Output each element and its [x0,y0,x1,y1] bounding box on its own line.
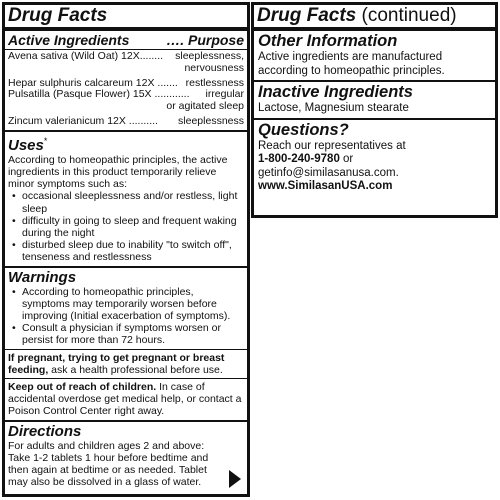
ingredient-purpose: sleeplessness, [175,50,244,62]
pregnancy-warning [5,350,247,378]
panel-title-text: Drug Facts [257,5,357,26]
drug-facts-continued-panel [251,2,498,218]
active-ingredients-header [5,31,247,49]
ingredient-purpose: sleeplessness [178,114,244,127]
questions-intro: Reach our representatives at [258,139,406,152]
pregnancy-warning-text: ask a health professional before use. [48,363,223,376]
panel-title [254,5,495,27]
list-item: • difficulty in going to sleep and frequent waking during the night [22,215,244,239]
ingredient-purpose: irregular [205,88,244,101]
active-ingredients-list [5,50,247,130]
warnings-list [8,286,244,347]
website-link: www.SimilasanUSA.com [258,180,393,192]
pregnancy-warning-bold: If pregnant, trying to get pregnant or breast feeding, [8,351,225,376]
purpose-heading: …. Purpose [166,32,244,48]
directions-text: For adults and children ages 2 and above: Take 1-2 tablets 1 hour before bedtime and then again at bedtime or as needed. Tablet may also be dissolved in a glass of water. [8,439,209,489]
questions-section [254,140,495,196]
uses-heading-text: Uses [8,136,44,154]
uses-section [5,154,247,266]
list-item: • occasional sleeplessness and/or restless, light sleep [22,190,244,214]
phone-line [258,153,491,167]
questions-heading: Questions? [258,120,349,139]
children-warning [5,379,247,420]
uses-intro: According to homeopathic principles, the active ingredients in this product temporarily relieve minor symptoms such as: [8,153,228,191]
ingredient-row [5,63,247,75]
email-address: getinfo@similasanusa.com. [258,166,399,179]
uses-heading [5,132,247,154]
children-warning-bold: Keep out of reach of children. [8,381,157,394]
active-ingredients-heading: Active Ingredients [8,32,130,48]
ingredient-purpose: nervousness [184,61,244,74]
ingredient-purpose: restlessness [185,76,244,89]
other-information-text: Active ingredients are manufactured according to homeopathic principles. [258,51,445,77]
continue-arrow-icon [229,470,241,488]
warnings-section [5,286,247,349]
directions-heading: Directions [8,422,82,440]
panel-title: Drug Facts [8,5,108,26]
ingredient-name: Zincum valerianicum 12X .......... [8,114,158,127]
ingredient-row [5,101,247,113]
list-item: • Consult a physician if symptoms worsen or persist for more than 72 hours. [22,322,244,346]
list-item: • disturbed sleep due to inability "to switch off", tenseness and restlessness [22,239,244,263]
asterisk-mark: * [43,135,48,146]
ingredient-purpose: or agitated sleep [166,100,244,113]
drug-facts-panel [2,2,250,497]
warnings-heading: Warnings [8,268,77,286]
ingredient-name: Avena sativa (Wild Oat) 12X........ [8,50,164,62]
inactive-ingredients-heading: Inactive Ingredients [258,83,413,101]
uses-list [8,190,244,263]
ingredient-row [5,116,247,128]
or-text: or [339,153,354,165]
inactive-ingredients-text: Lactose, Magnesium stearate [258,102,409,114]
children-warning-text: In case of accidental overdose get medical help, or contact a Poison Control Center right away. [8,381,242,418]
phone-number: 1-800-240-9780 [258,153,340,165]
ingredient-name: Pulsatilla (Pasque Flower) 15X ............ [8,88,190,101]
ingredient-name: Hepar sulphuris calcareum 12X ....... [8,76,178,89]
other-information-heading: Other Information [258,32,398,50]
list-item: • According to homeopathic principles, symptoms may temporarily worsen before improving (Initial exacerbation of symptoms). [22,286,244,323]
continued-label: (continued) [356,5,457,26]
